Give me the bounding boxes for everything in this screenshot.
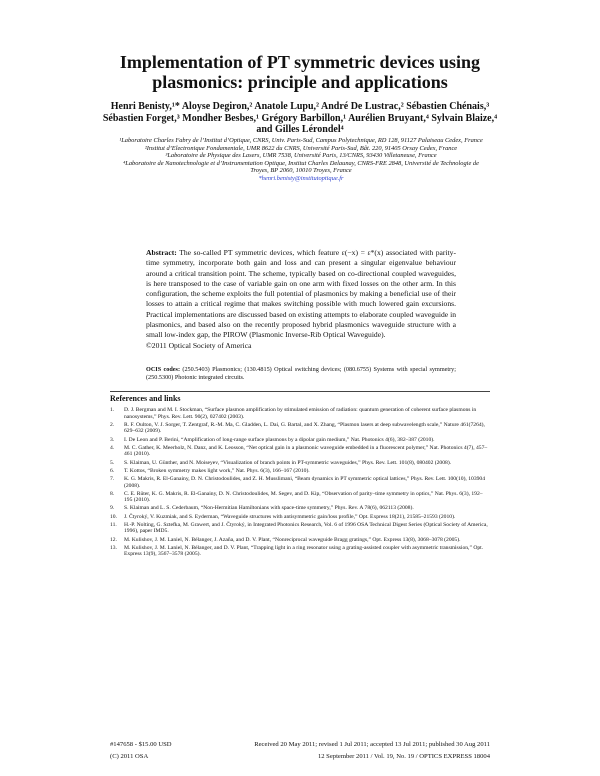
reference-text: R. F. Oulton, V. J. Sorger, T. Zentgraf, R.-M. Ma, C. Gladden, L. Dai, G. Bartal, and X. Zhang, “Plasmon lasers at deep subwavelength scale,” Nature 461(7264), 629–632 (2009). — [124, 421, 485, 435]
reference-number: 6. — [110, 467, 115, 474]
paper-title: Implementation of PT symmetric devices using plasmonics: principle and applications — [119, 52, 481, 92]
references-heading: References and links — [110, 394, 181, 403]
reference-number: 13. — [110, 544, 117, 551]
affiliation-1: ¹Laboratoire Charles Fabry de l’Institut d’Optique, CNRS, Univ. Paris-Sud, Campus Polytechnique, RD 128, 91127 Palaiseau Cedex, France — [119, 137, 483, 144]
reference-number: 3. — [110, 436, 115, 443]
reference-item — [110, 460, 490, 467]
abstract-label: Abstract: — [146, 248, 177, 257]
reference-text: S. Klaiman, U. Günther, and N. Moiseyev, “Visualization of branch points in PT-symmetric waveguides,” Phys. Rev. Lett. 101(8), 080402 (2008). — [124, 459, 452, 466]
reference-item — [110, 476, 490, 489]
reference-item — [110, 514, 490, 521]
reference-item — [110, 422, 490, 435]
reference-text: T. Kottos, “Broken symmetry makes light work,” Nat. Phys. 6(3), 166–167 (2010). — [124, 467, 310, 474]
reference-text: K. G. Makris, R. El-Ganainy, D. N. Christodoulides, and Z. H. Musslimani, “Beam dynamics in PT symmetric optical lattices,” Phys. Rev. Lett. 100(10), 103904 (2008). — [124, 475, 486, 489]
ocis-codes — [146, 366, 456, 381]
reference-item — [110, 437, 490, 444]
publication-history: Received 20 May 2011; revised 1 Jul 2011; accepted 13 Jul 2011; published 30 Aug 2011 — [254, 741, 490, 748]
reference-text: M. Kulishov, J. M. Laniel, N. Bélanger, J. Azaña, and D. V. Plant, “Nonreciprocal waveguide Bragg gratings,” Opt. Express 13(8), 3068–3078 (2005). — [124, 536, 461, 543]
ocis-text: (250.5403) Plasmonics; (130.4815) Optical switching devices; (080.6755) Systems with special symmetry; (250.5300) Photonic integrated circuits. — [146, 366, 456, 381]
reference-item — [110, 491, 490, 504]
copyright-line: ©2011 Optical Society of America — [146, 340, 252, 350]
reference-number: 2. — [110, 421, 115, 428]
abstract — [146, 248, 456, 351]
section-divider — [110, 391, 490, 392]
author-list: Henri Benisty,¹* Aloyse Degiron,² Anatole Lupu,² André De Lustrac,² Sébastien Chénais,³ Sébastien Forget,³ Mondher Besbes,¹ Grégory Barbillon,¹ Aurélien Bruyant,⁴ Sylvain Blaize,⁴ and Gilles Lérondel⁴ — [102, 101, 498, 135]
reference-text: S. Klaiman and L. S. Cederbaum, “Non-Hermitian Hamiltonians with space-time symmetry,” Phys. Rev. A 78(6), 062113 (2008). — [124, 505, 414, 512]
affiliations — [118, 137, 484, 183]
reference-text: C. E. Rüter, K. G. Makris, R. El-Ganainy, D. N. Christodoulides, M. Segev, and D. Kip, “Observation of parity–time symmetry in optics,” Nat. Phys. 6(3), 192–195 (2010). — [124, 490, 483, 504]
journal-citation: 12 September 2011 / Vol. 19, No. 19 / OPTICS EXPRESS 18004 — [317, 753, 490, 760]
reference-item — [110, 545, 490, 558]
reference-item — [110, 505, 490, 512]
reference-text: M. Kulishov, J. M. Laniel, N. Bélanger, and D. V. Plant, “Trapping light in a ring resonator using a grating-assisted coupler with asymmetric transmission,” Opt. Express 13(9), 3567–3578 (2005). — [124, 544, 484, 558]
reference-number: 8. — [110, 490, 115, 497]
affiliation-4: ⁴Laboratoire de Nanotechnologie et d’Instrumentation Optique, Institut Charles Delaunay, CNRS-FRE 2848, Université de Technologie de Troyes, BP 2060, 10010 Troyes, France — [123, 159, 479, 175]
affiliation-3: ³Laboratoire de Physique des Lasers, UMR 7538, Université Paris, 13/CNRS, 93430 Villetaneuse, France — [165, 152, 437, 160]
copyright-osa: (C) 2011 OSA — [110, 753, 149, 760]
reference-number: 4. — [110, 444, 115, 451]
reference-text: M. C. Gather, K. Meerholz, N. Danz, and K. Leosson, “Net optical gain in a plasmonic waveguide embedded in a fluorescent polymer,” Nat. Photonics 4(7), 457–461 (2010). — [124, 444, 488, 458]
reference-text: D. J. Bergman and M. I. Stockman, “Surface plasmon amplification by stimulated emission of radiation: quantum generation of coherent surface plasmons in nanosystems,” Phys. Rev. Lett. 90(2), 027402 (2003). — [124, 407, 477, 420]
contact-email-link[interactable]: *henri.benisty@institutoptique.fr — [258, 174, 344, 182]
reference-item — [110, 407, 490, 420]
article-price: #147658 - $15.00 USD — [110, 741, 172, 748]
reference-number: 5. — [110, 459, 115, 466]
reference-text: I. De Leon and P. Berini, “Amplification of long-range surface plasmons by a dipolar gain medium,” Nat. Photonics 4(6), 382–387 (2010). — [124, 436, 435, 443]
reference-item — [110, 445, 490, 458]
reference-text: J. Čtyroký, V. Kuzmiak, and S. Eyderman, “Waveguide structures with antisymmetric gain/loss profile,” Opt. Express 18(21), 21585–21593 (2010). — [124, 513, 456, 520]
reference-number: 1. — [110, 407, 115, 413]
reference-number: 7. — [110, 475, 115, 482]
reference-number: 9. — [110, 505, 115, 512]
references-list — [110, 407, 490, 560]
reference-number: 12. — [110, 536, 117, 543]
abstract-text: The so-called PT symmetric devices, which feature ε(−x) = ε*(x) associated with parity-time symmetry, incorporate both gain and loss and can present a singular eigenvalue behaviour around a critical transition point. The scheme, typically based on co-directional coupled waveguides, is here transposed to the case of variable gain on one arm with fixed losses on the other arm. In this configuration, the scheme exploits the full potential of plasmonics by making a beneficial use of their losses to attain a critical regime that makes switching possible with much lowered gain excursions. Practical implementations are discussed based on existing attempts to elaborate coupled waveguide in plasmonics, and based also on the recently proposed hybrid plasmonics waveguide structure with a small low-index gap, the PIROW (Plasmonic Inverse-Rib Optical Waveguide). — [146, 248, 456, 340]
reference-number: 10. — [110, 513, 117, 520]
reference-number: 11. — [110, 521, 117, 528]
affiliation-2: ²Institut d’Electronique Fondamentale, UMR 8622 du CNRS, Université Paris-Sud, Bât. 220, 91405 Orsay Cedex, France — [144, 144, 458, 152]
reference-item — [110, 468, 490, 475]
ocis-label: OCIS codes: — [146, 366, 181, 373]
reference-text: H.-P. Nolting, G. Sztefka, M. Grawert, and J. Čtyroký, in Integrated Photonics Research, Vol. 6 of 1996 OSA Technical Digest Series (Optical Society of America, 1996), paper IMD5. — [124, 521, 488, 535]
reference-item — [110, 537, 490, 544]
reference-item — [110, 522, 490, 535]
